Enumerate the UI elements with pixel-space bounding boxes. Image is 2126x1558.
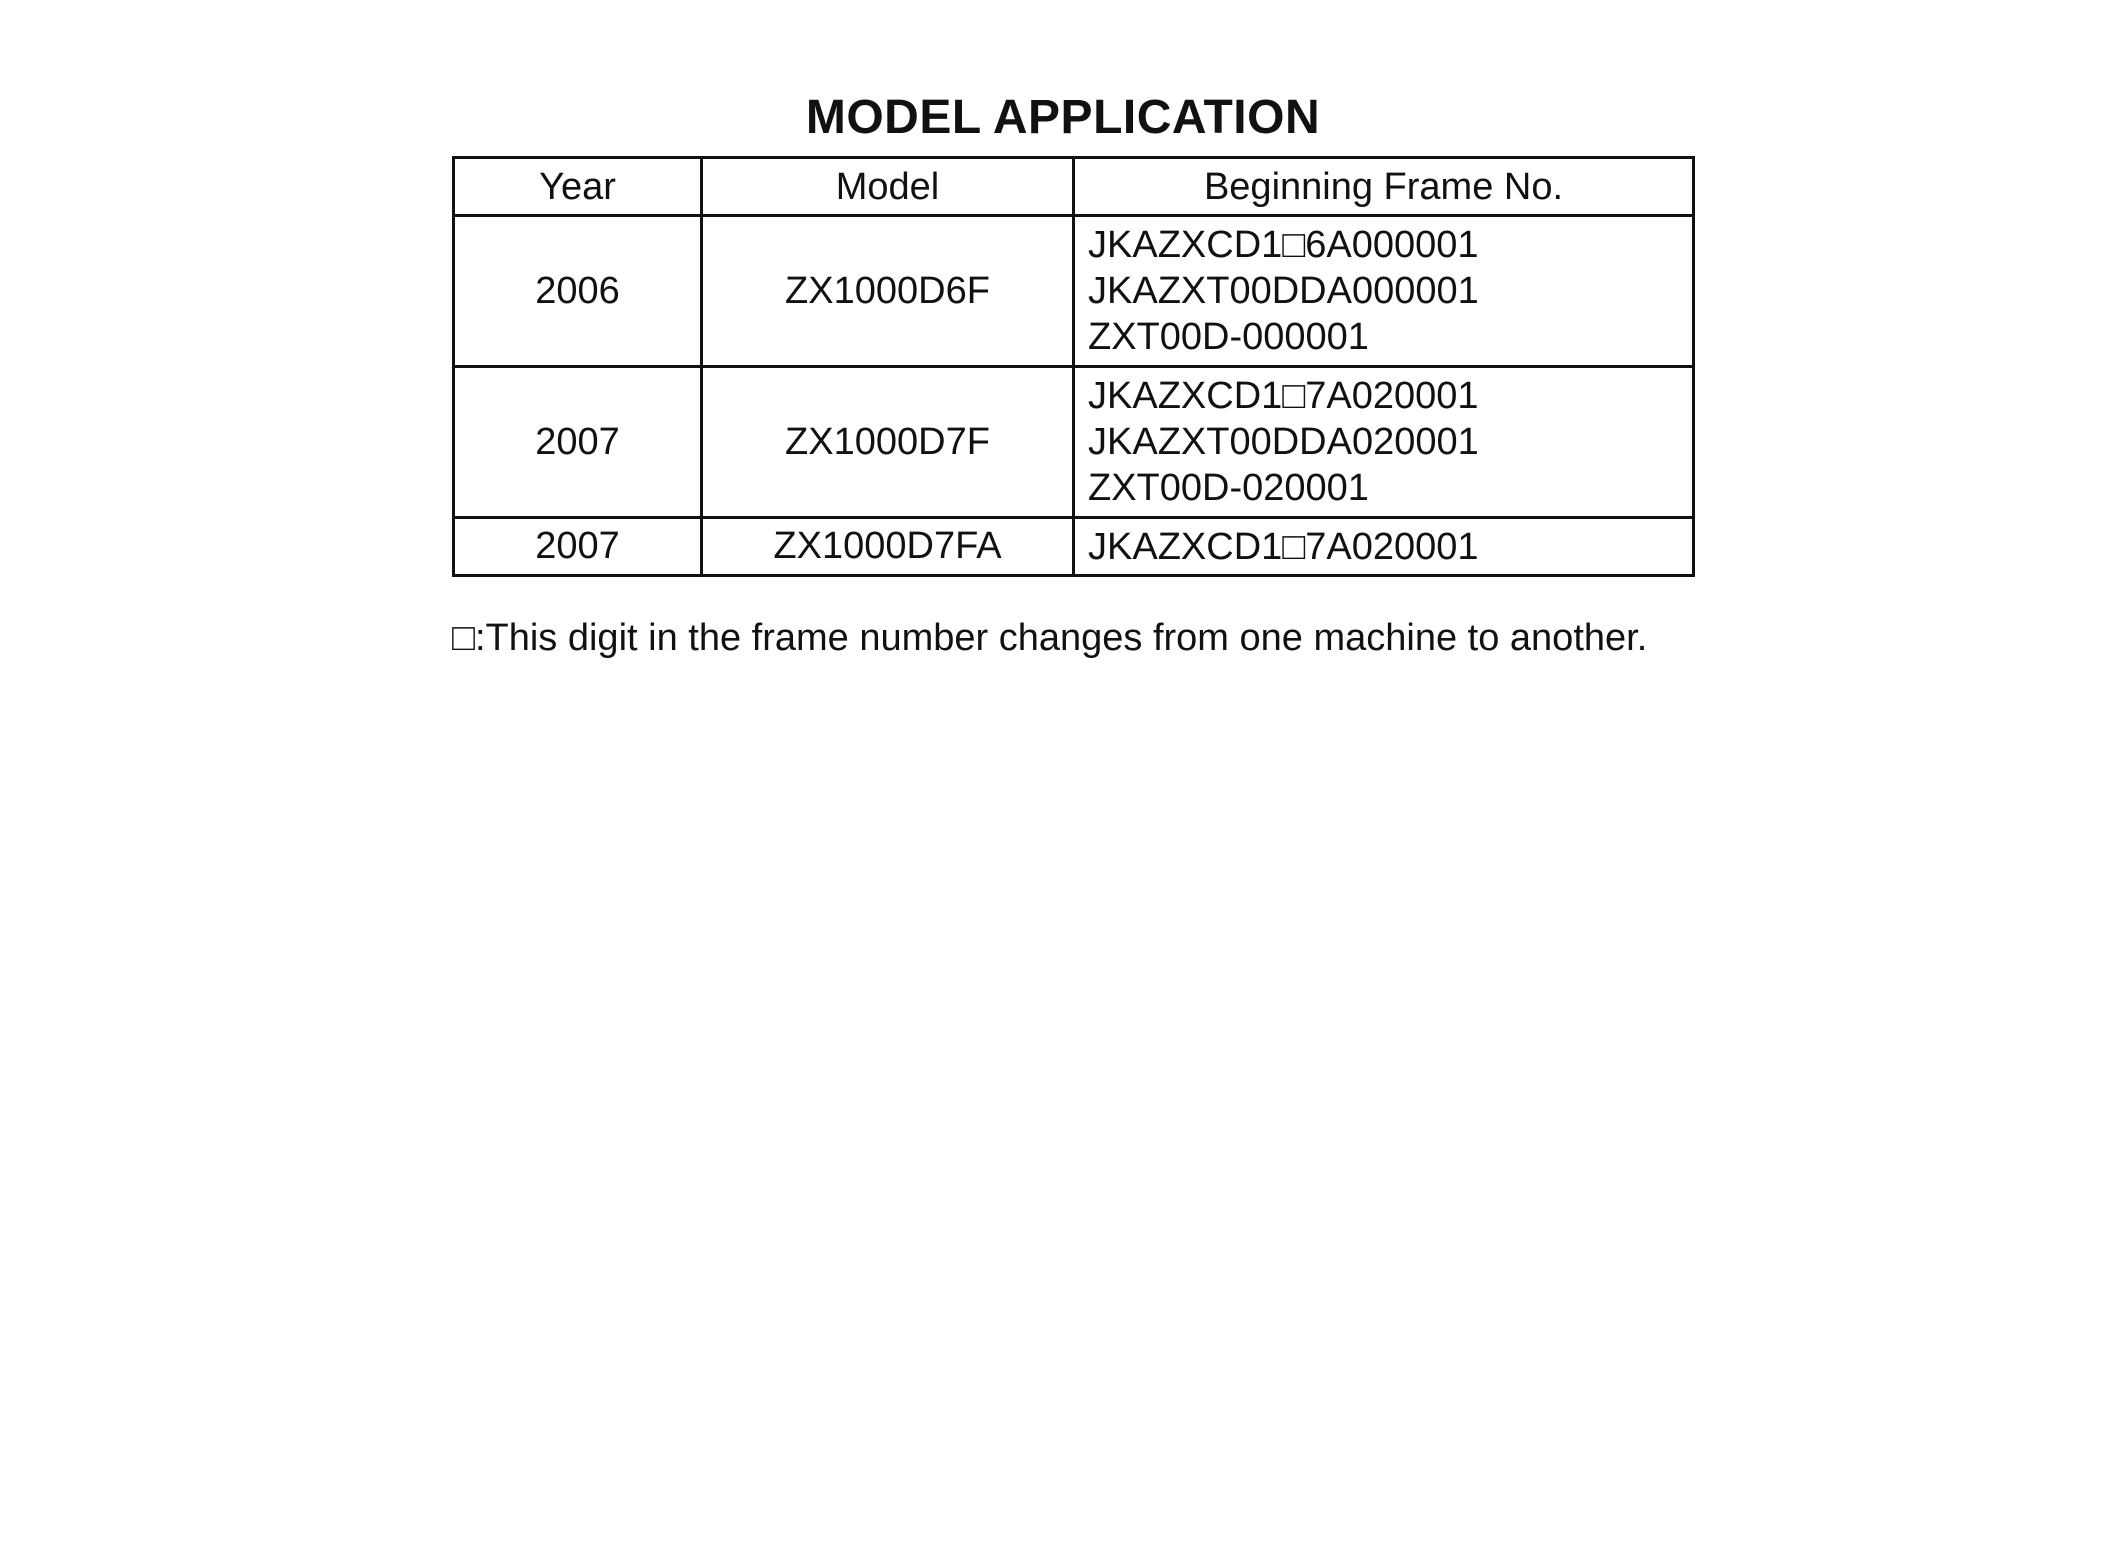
page-title: MODEL APPLICATION [805,91,1321,144]
frame-number: JKAZXCD1□7A020001 [1088,525,1479,568]
frame-number: ZXT00D-020001 [1088,467,1369,509]
model-cell: ZX1000D7F [702,367,1074,518]
header-beginning-frame-no: Beginning Frame No. [1074,158,1694,216]
frame-numbers-cell [1074,518,1694,576]
frame-numbers-cell [1074,367,1694,518]
table-header-row [454,158,1694,216]
frame-number: JKAZXT00DDA020001 [1088,421,1479,463]
year-cell: 2007 [454,518,702,576]
header-year: Year [454,158,702,216]
footnote: □:This digit in the frame number changes from one machine to another. [452,617,1648,659]
year-cell: 2007 [454,367,702,518]
model-cell: ZX1000D6F [702,216,1074,367]
frame-numbers-cell [1074,216,1694,367]
frame-number: JKAZXCD1□7A020001 [1088,375,1479,417]
frame-number: JKAZXCD1□6A000001 [1088,224,1479,266]
frame-number: JKAZXT00DDA000001 [1088,270,1479,312]
table-row [454,367,1694,518]
model-cell: ZX1000D7FA [702,518,1074,576]
table-row [454,518,1694,576]
model-application-table [452,156,1695,577]
year-cell: 2006 [454,216,702,367]
table-row [454,216,1694,367]
header-model: Model [702,158,1074,216]
frame-number: ZXT00D-000001 [1088,316,1369,358]
